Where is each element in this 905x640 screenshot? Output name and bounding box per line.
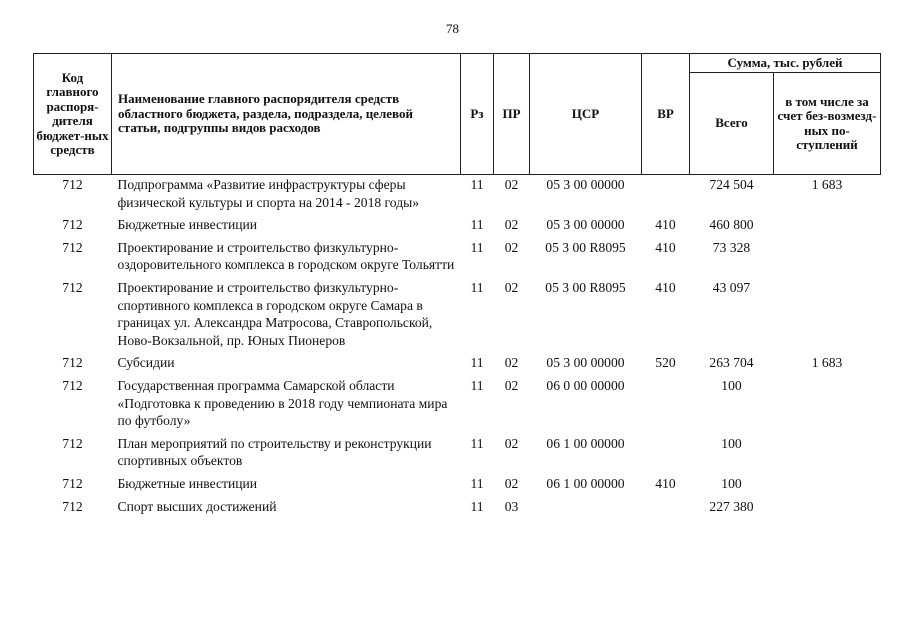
cell-incl <box>774 239 881 279</box>
table-row <box>34 279 881 354</box>
header-rz: Рз <box>461 54 494 175</box>
cell-code: 712 <box>62 239 83 255</box>
cell-incl: 1 683 <box>811 355 843 371</box>
cell-rz: 11 <box>470 435 484 451</box>
header-sum: Сумма, тыс. рублей <box>690 54 881 73</box>
cell-total: 100 <box>721 435 742 451</box>
cell-rz: 11 <box>470 279 484 295</box>
cell-pr: 03 <box>504 498 519 514</box>
cell-name: Подпрограмма «Развитие инфраструктуры сферы физической культуры и спорта на 2014 - 2018 годы» <box>117 177 420 210</box>
cell-incl <box>774 377 881 435</box>
cell-pr: 02 <box>504 435 519 451</box>
cell-incl <box>774 279 881 354</box>
cell-vr <box>642 377 690 435</box>
cell-name: Бюджетные инвестиции <box>117 217 258 233</box>
cell-rz: 11 <box>470 239 484 255</box>
cell-csr: 05 3 00 00000 <box>546 355 625 371</box>
cell-code: 712 <box>62 435 83 451</box>
cell-total: 43 097 <box>712 279 751 295</box>
table-row <box>34 239 881 279</box>
cell-csr: 05 3 00 00000 <box>546 177 625 192</box>
cell-rz: 11 <box>470 475 484 491</box>
cell-name: Государственная программа Самарской области «Подготовка к проведению в 2018 году чемпионата мира по футболу» <box>117 377 448 429</box>
table-body <box>34 175 881 521</box>
cell-code: 712 <box>62 377 83 393</box>
cell-total: 263 704 <box>709 355 754 371</box>
header-pr: ПР <box>494 54 530 175</box>
header-csr: ЦСР <box>530 54 642 175</box>
cell-pr: 02 <box>504 239 519 255</box>
cell-name: Субсидии <box>117 355 175 371</box>
cell-vr: 410 <box>655 279 676 295</box>
table-header <box>34 54 881 175</box>
cell-vr: 410 <box>655 217 676 233</box>
cell-pr: 02 <box>504 377 519 393</box>
cell-rz: 11 <box>470 355 484 371</box>
cell-csr <box>530 498 642 521</box>
cell-csr: 05 3 00 00000 <box>546 217 625 233</box>
cell-code: 712 <box>62 217 83 233</box>
cell-pr: 02 <box>504 217 519 233</box>
cell-total: 227 380 <box>709 498 754 514</box>
cell-total: 100 <box>721 377 742 393</box>
cell-vr: 520 <box>655 355 676 371</box>
cell-csr: 06 1 00 00000 <box>546 435 625 451</box>
cell-incl <box>774 498 881 521</box>
cell-vr: 410 <box>655 475 676 491</box>
cell-total: 724 504 <box>709 177 754 192</box>
cell-rz: 11 <box>470 377 484 393</box>
cell-name: План мероприятий по строительству и реконструкции спортивных объектов <box>117 435 432 469</box>
header-code: Код главного распоря-дителя бюджет-ных средств <box>34 54 112 175</box>
cell-pr: 02 <box>504 475 519 491</box>
cell-total: 100 <box>721 475 742 491</box>
cell-vr <box>642 175 690 217</box>
table-row <box>34 475 881 498</box>
cell-incl <box>774 216 881 239</box>
table-row <box>34 216 881 239</box>
cell-csr: 05 3 00 R8095 <box>545 279 626 295</box>
table-row <box>34 377 881 435</box>
cell-csr: 06 0 00 00000 <box>546 377 625 393</box>
cell-incl: 1 683 <box>811 177 843 192</box>
cell-name: Бюджетные инвестиции <box>117 475 258 491</box>
cell-total: 460 800 <box>709 217 754 233</box>
header-total: Всего <box>690 73 774 175</box>
cell-code: 712 <box>62 475 83 491</box>
cell-rz: 11 <box>470 498 484 514</box>
header-vr: ВР <box>642 54 690 175</box>
cell-rz: 11 <box>470 217 484 233</box>
header-name: Наименование главного распорядителя средств областного бюджета, раздела, подраздела, целевой статьи, подгруппы видов расходов <box>112 54 461 175</box>
cell-vr <box>642 498 690 521</box>
cell-code: 712 <box>62 355 83 371</box>
cell-csr: 06 1 00 00000 <box>546 475 625 491</box>
table-row <box>34 354 881 377</box>
cell-name: Проектирование и строительство физкультурно-оздоровительного комплекса в городском округе Тольятти <box>117 239 455 273</box>
budget-table <box>33 53 881 520</box>
cell-pr: 02 <box>504 355 519 371</box>
cell-pr: 02 <box>504 177 519 192</box>
cell-code: 712 <box>62 177 83 192</box>
cell-csr: 05 3 00 R8095 <box>545 239 626 255</box>
cell-name: Проектирование и строительство физкультурно-спортивного комплекса в городском округе Самара в границах ул. Александра Матросова, Ставропольской, Ново-Вокзальной, пр. Юных Пионеров <box>117 279 433 348</box>
cell-code: 712 <box>62 498 83 514</box>
cell-rz: 11 <box>470 177 484 192</box>
cell-pr: 02 <box>504 279 519 295</box>
cell-incl <box>774 435 881 475</box>
cell-code: 712 <box>62 279 83 295</box>
cell-vr: 410 <box>655 239 676 255</box>
header-incl: в том числе за счет без-возмезд-ных по-ступлений <box>774 73 881 175</box>
cell-vr <box>642 435 690 475</box>
table-row <box>34 435 881 475</box>
cell-incl <box>774 475 881 498</box>
table-row <box>34 498 881 521</box>
cell-name: Спорт высших достижений <box>117 498 277 514</box>
table-row <box>34 175 881 217</box>
page-number: 78 <box>446 21 459 36</box>
cell-total: 73 328 <box>712 239 751 255</box>
